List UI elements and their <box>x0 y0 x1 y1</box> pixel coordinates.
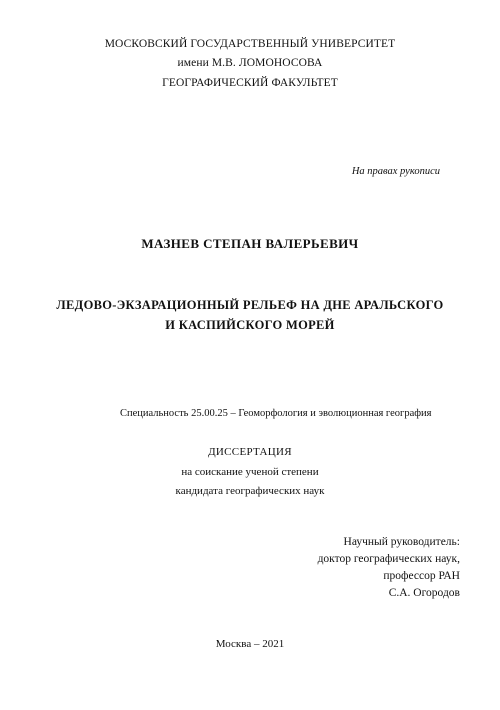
faculty-name: ГЕОГРАФИЧЕСКИЙ ФАКУЛЬТЕТ <box>162 77 338 89</box>
university-named-after: имени М.В. ЛОМОНОСОВА <box>177 57 323 69</box>
supervisor-degree: доктор географических наук, <box>317 553 460 565</box>
place-year: Москва – 2021 <box>215 638 285 650</box>
university-name: МОСКОВСКИЙ ГОСУДАРСТВЕННЫЙ УНИВЕРСИТЕТ <box>104 38 396 50</box>
manuscript-note: На правах рукописи <box>351 166 440 177</box>
author-name: МАЗНЕВ СТЕПАН ВАЛЕРЬЕВИЧ <box>141 236 359 251</box>
supervisor-rank: профессор РАН <box>383 570 460 582</box>
supervisor-label: Научный руководитель: <box>343 536 460 548</box>
dissertation-title-line-1: ЛЕДОВО-ЭКЗАРАЦИОННЫЙ РЕЛЬЕФ НА ДНЕ АРАЛЬСКОГО <box>56 298 444 312</box>
supervisor-name: С.А. Огородов <box>388 587 460 599</box>
dissertation-degree: кандидата географических наук <box>175 485 325 497</box>
dissertation-purpose: на соискание ученой степени <box>181 466 319 478</box>
supervisor-block <box>318 534 460 602</box>
dissertation-title-line-2: И КАСПИЙСКОГО МОРЕЙ <box>165 318 335 332</box>
dissertation-label: ДИССЕРТАЦИЯ <box>208 446 292 458</box>
specialty: Специальность 25.00.25 – Геоморфология и эволюционная география <box>120 408 432 419</box>
